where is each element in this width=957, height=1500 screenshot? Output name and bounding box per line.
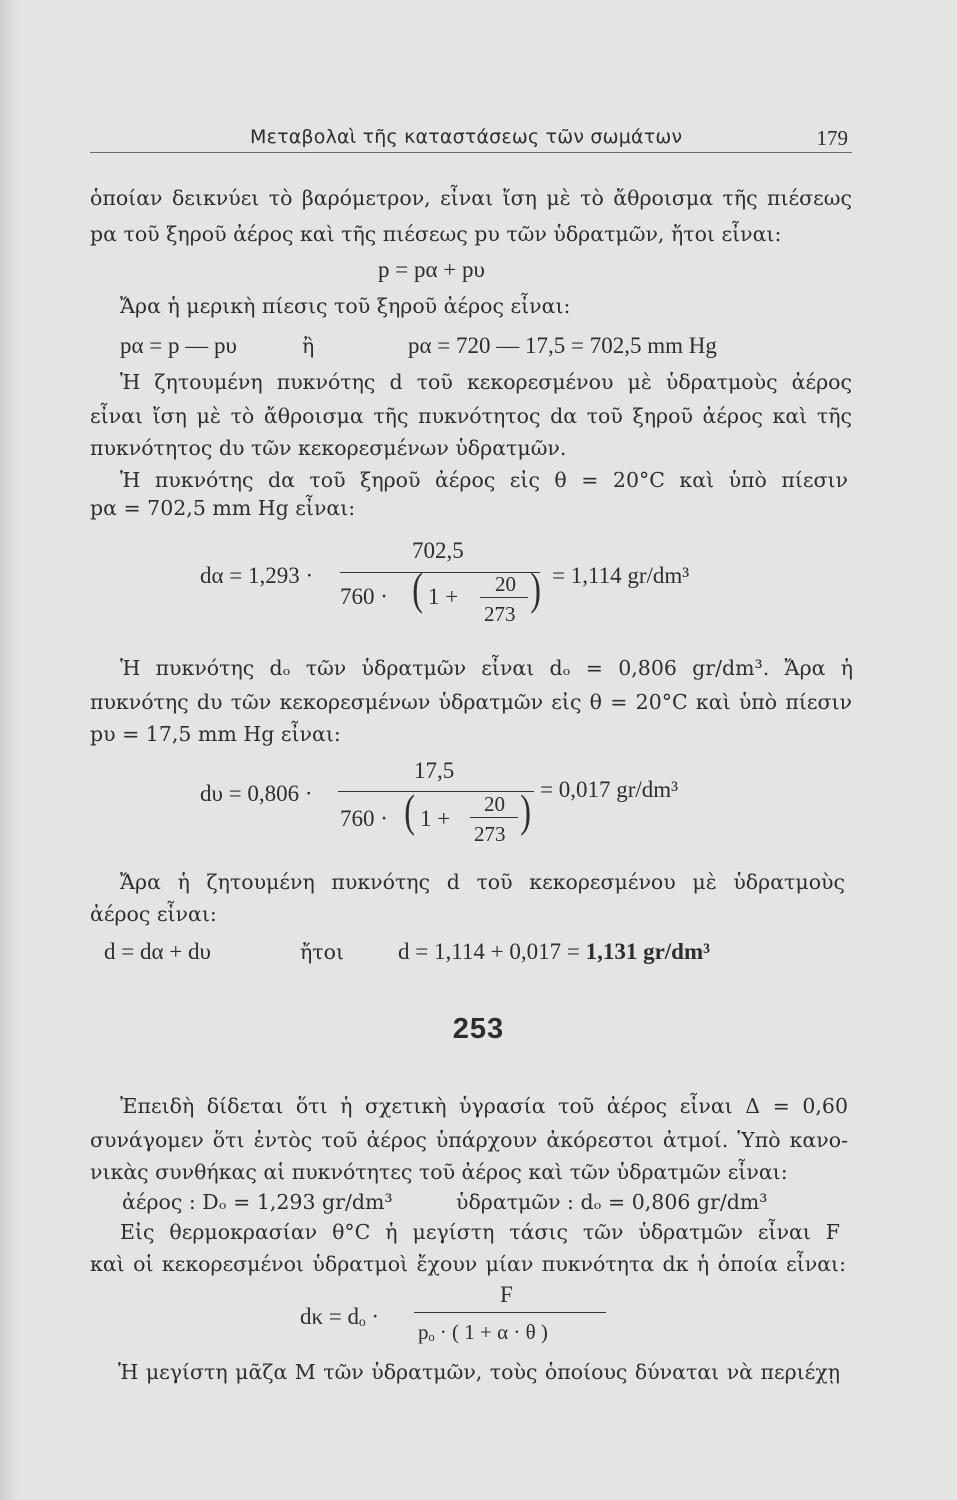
running-header [90,122,852,153]
text-line: pα τοῦ ξηροῦ ἀέρος καὶ τῆς πιέσεως pυ τῶν ὑδρατμῶν, ἤτοι εἶναι: [90,222,782,246]
text-line: Εἰς θερμοκρασίαν θ°C ἡ μεγίστη τάσις τῶν ὑδρατμῶν εἶναι F [120,1220,840,1244]
text-air-density: ἀέρος : Dₒ = 1,293 gr/dm³ [122,1190,393,1214]
formula3-denominator: pₒ · ( 1 + α · θ ) [418,1320,548,1344]
text-line: Ἡ ζητουμένη πυκνότης d τοῦ κεκορεσμένου μὲ ὑδρατμοὺς ἀέρος [120,370,852,394]
formula1-inner-den: 273 [484,602,516,626]
formula1-rhs: = 1,114 gr/dm³ [552,563,690,588]
section-number: 253 [452,1013,505,1045]
text-line: πυκνότητος dυ τῶν κεκορεσμένων ὑδρατμῶν. [90,436,567,460]
text-line: Ἡ πυκνότης dα τοῦ ξηροῦ ἀέρος εἰς θ = 20°C καὶ ὑπὸ πίεσιν [120,468,848,492]
text-line: Ἡ μεγίστη μᾶζα M τῶν ὑδρατμῶν, τοὺς ὁποίους δύναται νὰ περιέχῃ [118,1360,840,1384]
text-line: εἶναι ἴση μὲ τὸ ἄθροισμα τῆς πυκνότητος dα τοῦ ξηροῦ ἀέρος καὶ τῆς [90,404,852,428]
formula1-right-paren: ) [530,563,542,614]
result-density: 1,131 gr/dm³ [585,939,711,964]
text-line: pα = 702,5 mm Hg εἶναι: [90,496,356,520]
page-binding-shadow [0,0,20,1500]
text-line: Ἄρα ἡ μερικὴ πίεσις τοῦ ξηροῦ ἀέρος εἶναι: [120,294,571,318]
text-vapour-density: ὑδρατμῶν : dₒ = 0,806 gr/dm³ [456,1190,768,1214]
equation-partial-pressure: pα = p — pυ [120,333,237,358]
formula2-den-left: 760 · [340,806,388,831]
running-title: Μεταβολαὶ τῆς καταστάσεως τῶν σωμάτων [250,126,683,148]
formula1-lhs: dα = 1,293 · [200,563,314,588]
text-or: ἢ [302,334,315,358]
formula1-inner-bar [480,597,528,598]
formula1-left-paren: ( [412,563,424,614]
text-line: Ἐπειδὴ δίδεται ὅτι ἡ σχετικὴ ὑγρασία τοῦ ἀέρος εἶναι Δ = 0,60 [120,1094,848,1118]
formula1-one-plus: 1 + [428,584,459,609]
formula1-den-left: 760 · [340,584,388,609]
formula2-inner-bar [470,817,518,818]
formula2-inner-den: 273 [474,822,506,846]
text-namely: ἤτοι [300,940,345,964]
formula2-numerator: 17,5 [414,758,455,783]
formula2-one-plus: 1 + [420,806,451,831]
text-line: pυ = 17,5 mm Hg εἶναι: [90,722,341,746]
text-line: ὁποίαν δεικνύει τὸ βαρόμετρον, εἶναι ἴση μὲ τὸ ἄθροισμα τῆς πιέσεως [90,186,852,210]
text-line: πυκνότης dυ τῶν κεκορεσμένων ὑδρατμῶν εἰς θ = 20°C καὶ ὑπὸ πίεσιν [90,690,852,714]
formula2-inner-num: 20 [484,792,505,816]
formula2-right-paren: ) [520,785,532,836]
formula1-inner-num: 20 [495,572,516,596]
formula1-numerator: 702,5 [412,538,464,563]
text-line: Ἄρα ἡ ζητουμένη πυκνότης d τοῦ κεκορεσμένου μὲ ὑδρατμοὺς [120,870,845,894]
equation-total-density-value [398,940,710,963]
text-line: ἀέρος εἶναι: [90,902,217,926]
equation-pressure-sum: p = pα + pυ [378,257,485,282]
formula2-lhs: dυ = 0,806 · [200,781,313,806]
equation-total-density: d = dα + dυ [104,939,211,964]
formula3-fraction-bar [414,1312,606,1313]
formula3-lhs: dκ = dₒ · [300,1304,380,1329]
text-line: καὶ οἱ κεκορεσμένοι ὑδρατμοὶ ἔχουν μίαν πυκνότητα dκ ἡ ὁποία εἶναι: [90,1252,846,1276]
text-line: Ἡ πυκνότης dₒ τῶν ὑδρατμῶν εἶναι dₒ = 0,806 gr/dm³. Ἄρα ἡ [120,656,853,680]
text-line: συνάγομεν ὅτι ἐντὸς τοῦ ἀέρος ὑπάρχουν ἀκόρεστοι ἀτμοί. Ὑπὸ κανο- [90,1128,848,1152]
text-line: νικὰς συνθήκας αἱ πυκνότητες τοῦ ἀέρος καὶ τῶν ὑδρατμῶν εἶναι: [90,1160,788,1184]
page-number: 179 [816,126,848,150]
formula2-rhs: = 0,017 gr/dm³ [540,777,679,802]
equation-partial-pressure-value: pα = 720 — 17,5 = 702,5 mm Hg [408,333,717,358]
equation-sum: d = 1,114 + 0,017 = [398,939,586,964]
formula3-numerator: F [500,1282,513,1307]
formula2-left-paren: ( [404,785,416,836]
